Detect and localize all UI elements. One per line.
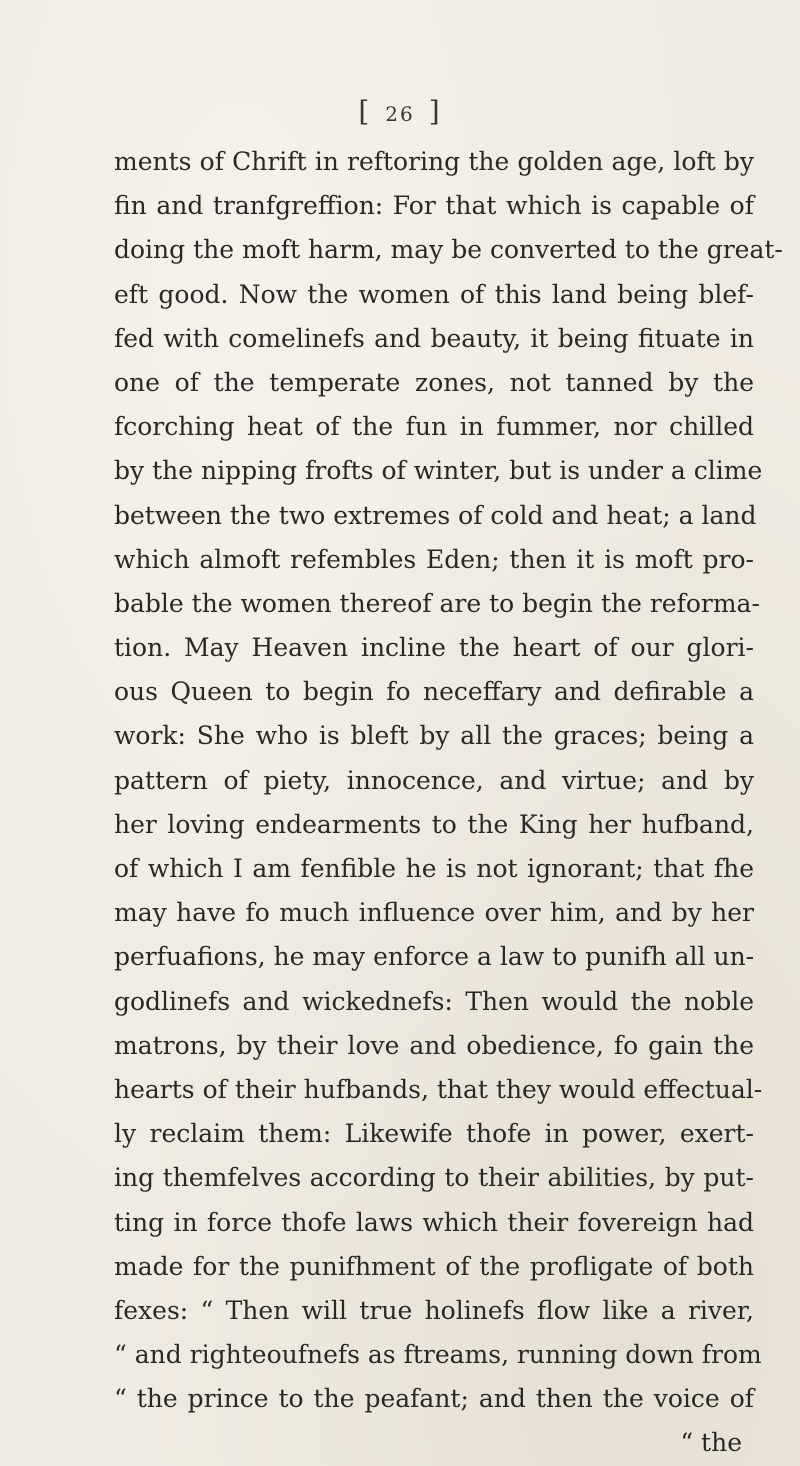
page-header (0, 95, 800, 128)
right-bracket: ] (428, 95, 442, 128)
text-line: doing the moft harm, may be converted to the great- (114, 235, 783, 265)
text-line: godlinefs and wickednefs: Then would the noble (114, 986, 754, 1016)
catchword: “ the (680, 1428, 742, 1458)
text-line: perfuafions, he may enforce a law to punifh all un- (114, 942, 755, 972)
text-line: tion. May Heaven incline the heart of our glori- (114, 633, 754, 663)
text-line: may have fo much influence over him, and by her (114, 898, 754, 928)
text-line: fcorching heat of the fun in fummer, nor chilled (114, 412, 754, 442)
text-line: by the nipping frofts of winter, but is under a clime (114, 456, 763, 486)
text-line: “ the prince to the peafant; and then the voice of (114, 1384, 754, 1414)
body-text (114, 140, 783, 1466)
text-line: ous Queen to begin fo neceffary and defirable a (114, 677, 754, 707)
text-line: of which I am fenfible he is not ignorant; that fhe (114, 854, 754, 883)
text-line: “ and righteoufnefs as ftreams, running down from (114, 1340, 762, 1370)
text-line: matrons, by their love and obedience, fo gain the (114, 1030, 754, 1060)
text-line: ing themfelves according to their abilities, by put- (114, 1163, 754, 1193)
text-line: ly reclaim them: Likewife thofe in power, exert- (114, 1119, 754, 1149)
text-line: pattern of piety, innocence, and virtue; and by (114, 765, 754, 795)
text-line: made for the punifhment of the profligate of both (114, 1251, 754, 1281)
text-line: fin and tranfgreffion: For that which is capable of (114, 191, 754, 221)
page-number: 26 (385, 102, 415, 126)
text-line: work: She who is bleft by all the graces; being a (114, 721, 754, 751)
text-line: between the two extremes of cold and heat; a land (114, 500, 757, 530)
left-bracket: [ (358, 95, 372, 128)
text-line: which almoft refembles Eden; then it is moft pro- (114, 544, 754, 574)
text-line: bable the women thereof are to begin the reforma- (114, 588, 760, 618)
text-line: fed with comelinefs and beauty, it being fituate in (114, 323, 754, 353)
text-line: hearts of their hufbands, that they would effectual- (114, 1074, 763, 1104)
text-line: ments of Chrift in reftoring the golden age, loft by (114, 147, 754, 176)
text-line: fexes: “ Then will true holinefs flow like a river, (114, 1295, 754, 1325)
text-line: her loving endearments to the King her hufband, (114, 809, 754, 839)
text-line: one of the temperate zones, not tanned by the (114, 367, 754, 397)
text-line: eft good. Now the women of this land being blef- (114, 279, 754, 309)
text-line: ting in force thofe laws which their fovereign had (114, 1207, 754, 1237)
